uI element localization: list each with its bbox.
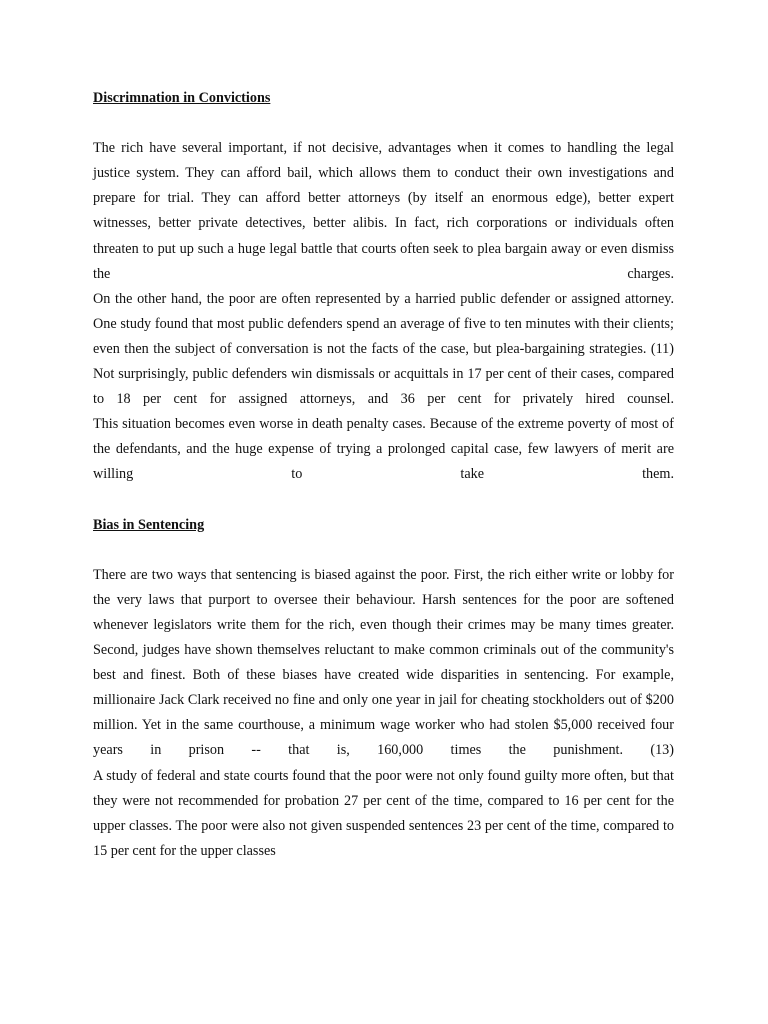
section-heading-sentencing: Bias in Sentencing <box>93 516 205 533</box>
spacer <box>93 538 674 563</box>
document-body <box>93 86 674 864</box>
paragraph-death-penalty: This situation becomes even worse in death penalty cases. Because of the extreme poverty of most of the defendants, and the huge expense of trying a prolonged capital case, few lawyers of merit are willing to take them. <box>93 416 674 483</box>
paragraph-court-study: A study of federal and state courts found that the poor were not only found guilty more often, but that they were not recommended for probation 27 per cent of the time, compared to 16 per cent for the upper classes. The poor were also not given suspended sentences 23 per cent of the time, compared to 15 per cent for the upper classes <box>93 767 674 859</box>
spacer <box>93 111 674 136</box>
paragraph-rich-advantages: The rich have several important, if not decisive, advantages when it comes to handling the legal justice system. They can afford bail, which allows them to conduct their own investigations and prepare for trial. They can afford better attorneys (by itself an enormous edge), better expert witnesses, better private detectives, better alibis. In fact, rich corporations or individuals often threaten to put up such a huge legal battle that courts often seek to plea bargain away or even dismiss the charges. <box>93 140 674 282</box>
section-heading-convictions: Discrimnation in Convictions <box>93 90 271 106</box>
paragraph-sentencing-bias: There are two ways that sentencing is biased against the poor. First, the rich either write or lobby for the very laws that purport to oversee their behaviour. Harsh sentences for the poor are softened whenever legislators write them for the rich, even though their crimes may be many times greater. Second, judges have shown themselves reluctant to make common criminals out of the community's best and finest. Both of these biases have created wide disparities in sentencing. For example, millionaire Jack Clark received no fine and only one year in jail for cheating stockholders out of $200 million. Yet in the same courthouse, a minimum wage worker who had stolen $5,000 received four years in prison -- that is, 160,000 times the punishment. (13) <box>93 566 674 759</box>
spacer <box>93 488 674 513</box>
paragraph-public-defenders: On the other hand, the poor are often represented by a harried public defender or assigned attorney. One study found that most public defenders spend an average of five to ten minutes with their clients; even then the subject of conversation is not the facts of the case, but plea-bargaining strategies. (11) Not surprisingly, public defenders win dismissals or acquittals in 17 per cent of their cases, compared to 18 per cent for assigned attorneys, and 36 per cent for privately hired counsel. <box>93 290 674 408</box>
